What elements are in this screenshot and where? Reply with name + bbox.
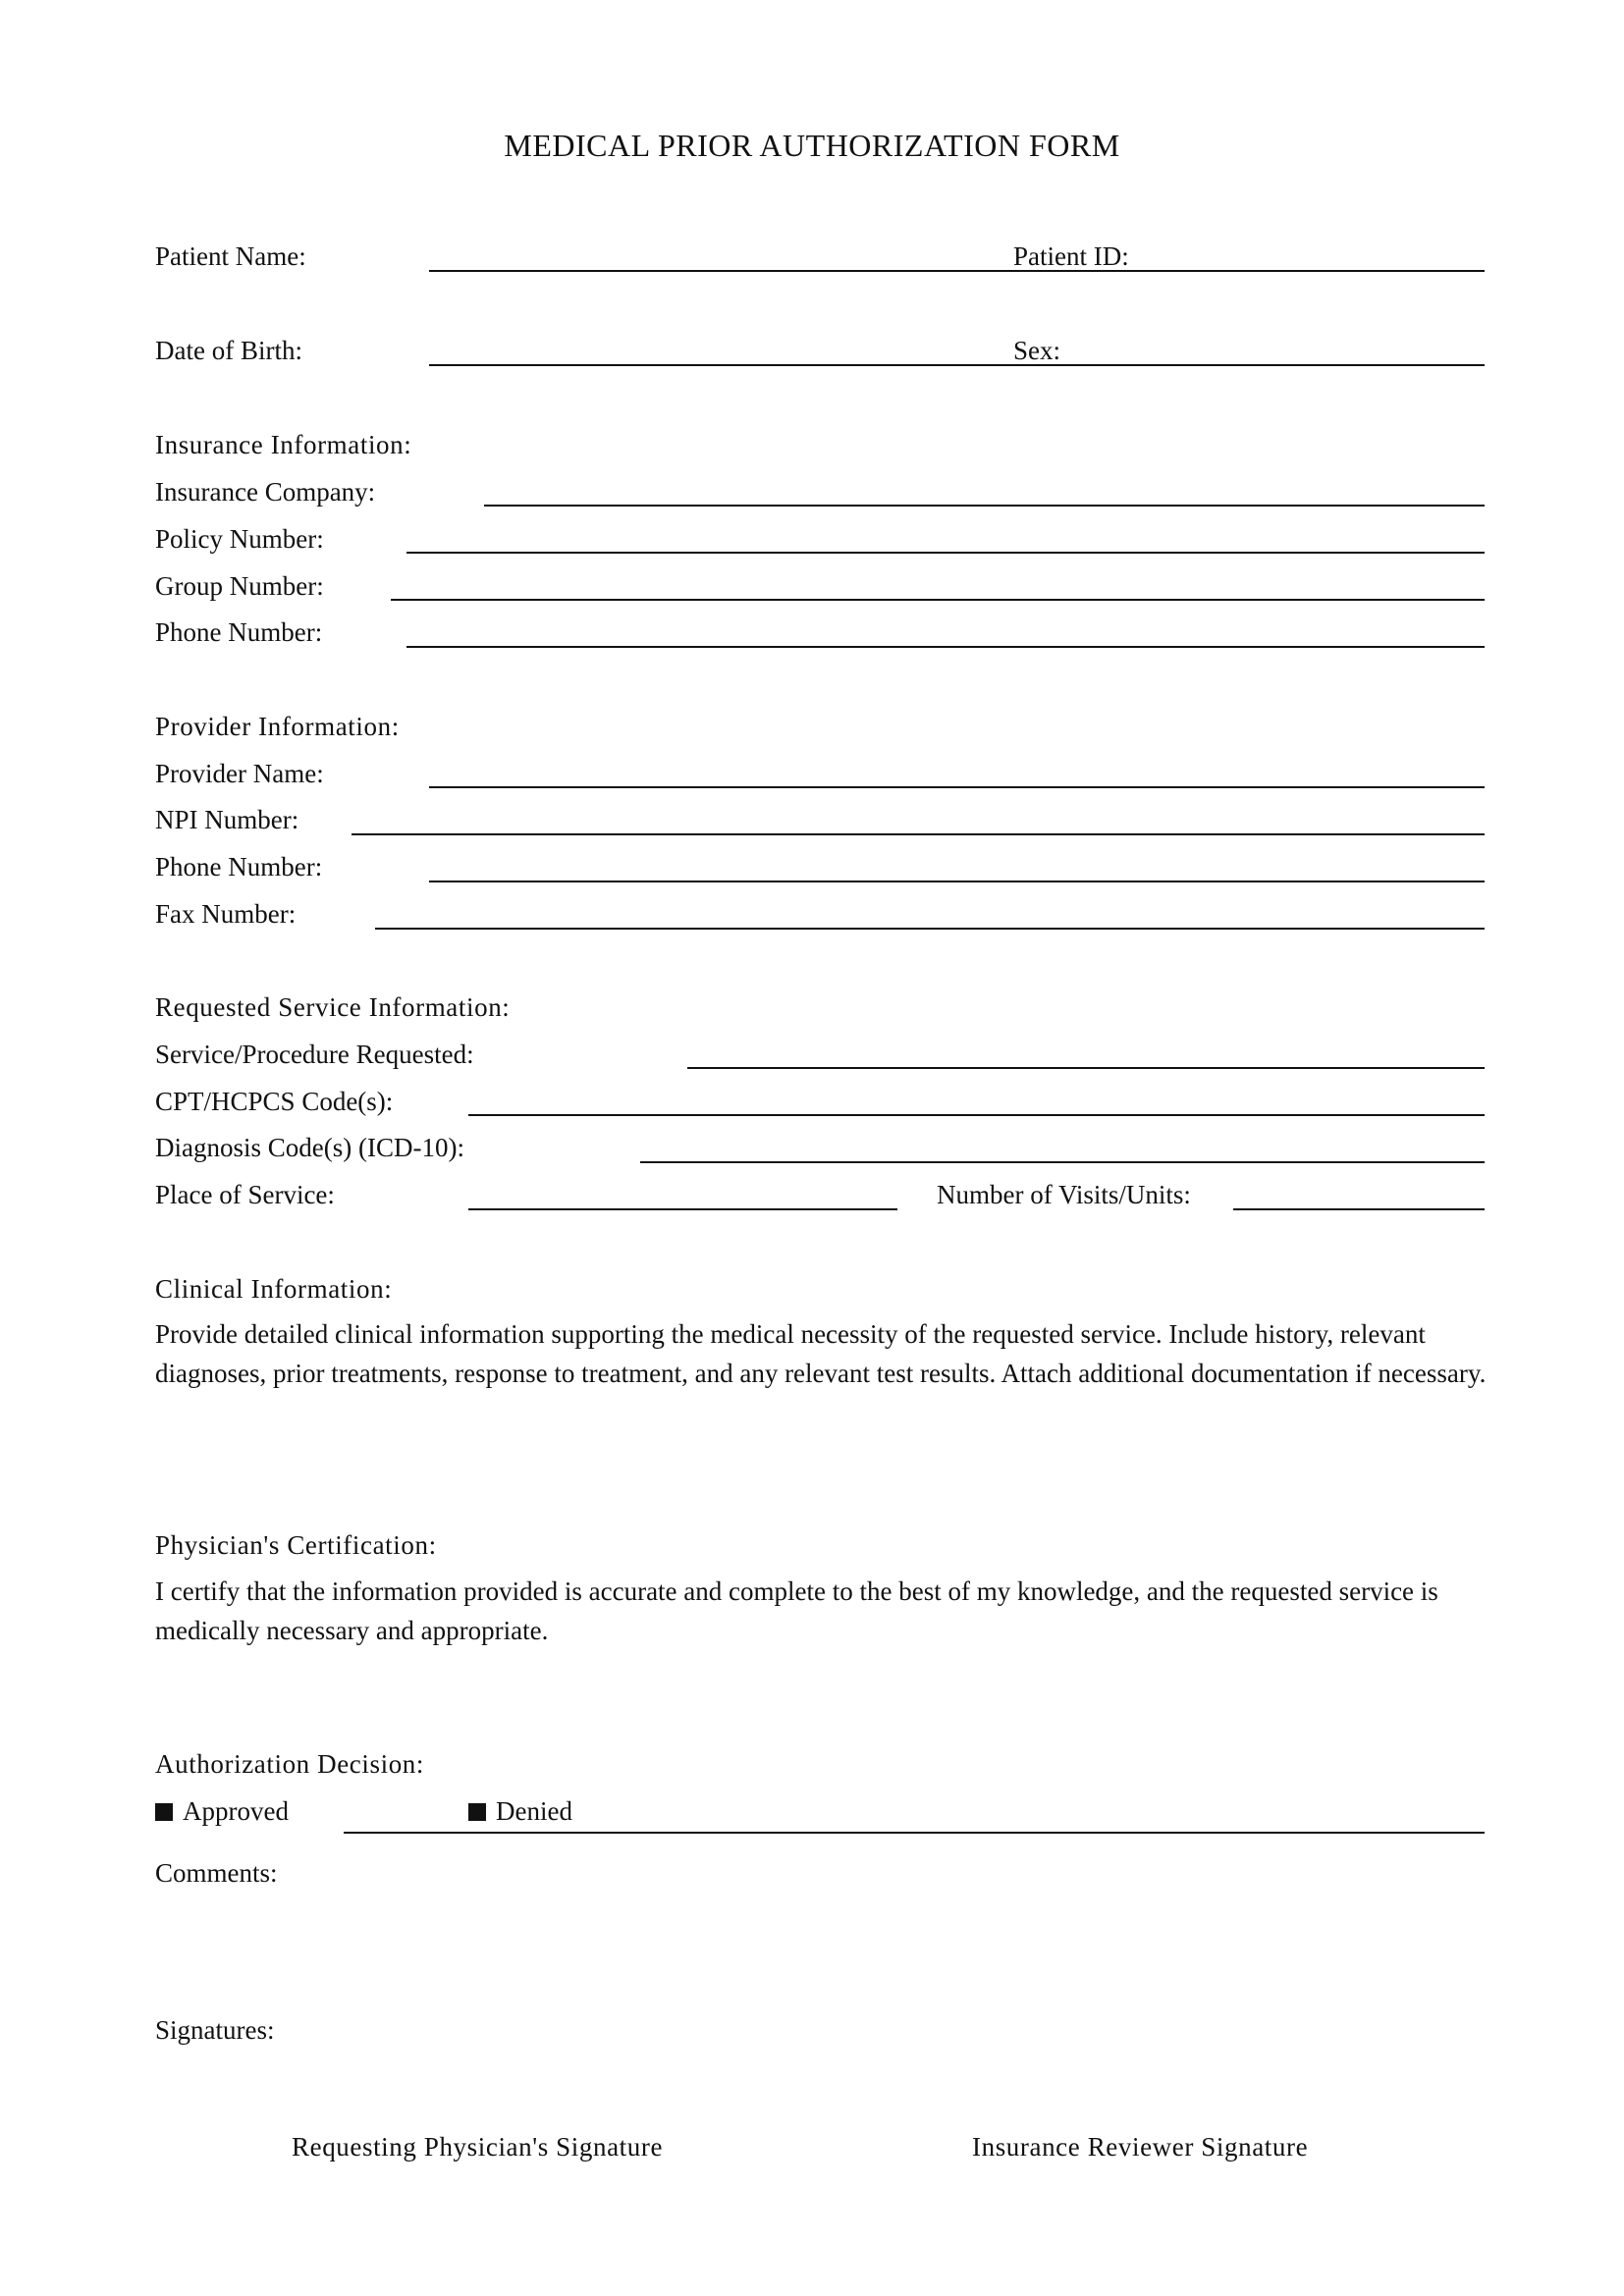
group-number-field[interactable] [391,599,1485,601]
diagnosis-codes-label: Diagnosis Code(s) (ICD-10): [155,1133,464,1162]
denied-checkbox[interactable] [468,1803,486,1821]
approved-checkbox[interactable] [155,1803,173,1821]
policy-number-field[interactable] [406,552,1485,554]
denied-option[interactable] [468,1798,572,1825]
signatures-heading: Signatures: [155,2015,275,2045]
npi-number-field[interactable] [352,833,1485,835]
dob-label: Date of Birth: [155,336,302,365]
place-of-service-label: Place of Service: [155,1180,335,1209]
insurance-phone-label: Phone Number: [155,617,323,647]
group-number-label: Group Number: [155,571,324,601]
service-heading: Requested Service Information: [155,992,511,1022]
decision-line[interactable] [344,1832,1485,1834]
certification-heading: Physician's Certification: [155,1530,437,1560]
reviewer-signature-label: Insurance Reviewer Signature [972,2132,1309,2162]
insurance-company-label: Insurance Company: [155,477,376,507]
physician-signature-label: Requesting Physician's Signature [292,2132,664,2162]
form-title: MEDICAL PRIOR AUTHORIZATION FORM [504,128,1120,163]
denied-label: Denied [496,1796,572,1826]
place-of-service-field[interactable] [468,1208,897,1210]
certification-statement: I certify that the information provided is accurate and complete to the best of my knowledge, and the requested service is medically necessary and appropriate. [155,1576,1438,1645]
patient-id-label: Patient ID: [1013,241,1129,271]
provider-name-label: Provider Name: [155,759,324,788]
insurance-heading: Insurance Information: [155,430,412,459]
approved-label: Approved [183,1796,289,1826]
patient-name-label: Patient Name: [155,241,306,271]
policy-number-label: Policy Number: [155,524,324,554]
provider-name-field[interactable] [429,786,1485,788]
comments-label: Comments: [155,1858,278,1888]
dob-field[interactable] [429,364,1485,366]
diagnosis-codes-field[interactable] [640,1161,1485,1163]
provider-phone-field[interactable] [429,881,1485,882]
procedure-label: Service/Procedure Requested: [155,1040,474,1069]
visits-units-label: Number of Visits/Units: [937,1180,1191,1209]
cpt-codes-label: CPT/HCPCS Code(s): [155,1087,394,1116]
decision-heading: Authorization Decision: [155,1749,424,1779]
fax-number-label: Fax Number: [155,899,297,929]
cpt-codes-field[interactable] [468,1114,1485,1116]
provider-phone-label: Phone Number: [155,852,323,881]
visits-units-field[interactable] [1233,1208,1485,1210]
approved-option[interactable] [155,1798,289,1825]
procedure-field[interactable] [687,1067,1485,1069]
provider-heading: Provider Information: [155,712,400,741]
patient-name-field[interactable] [429,270,1485,272]
insurance-phone-field[interactable] [406,646,1485,648]
sex-label: Sex: [1013,336,1061,365]
fax-number-field[interactable] [375,928,1485,930]
clinical-heading: Clinical Information: [155,1274,393,1304]
clinical-instructions: Provide detailed clinical information supporting the medical necessity of the requested service. Include history, relevant diagnoses, prior treatments, response to treatment, and any relevant test results. Attach additional documentation if necessary. [155,1319,1487,1388]
insurance-company-field[interactable] [484,505,1485,507]
npi-number-label: NPI Number: [155,805,299,834]
